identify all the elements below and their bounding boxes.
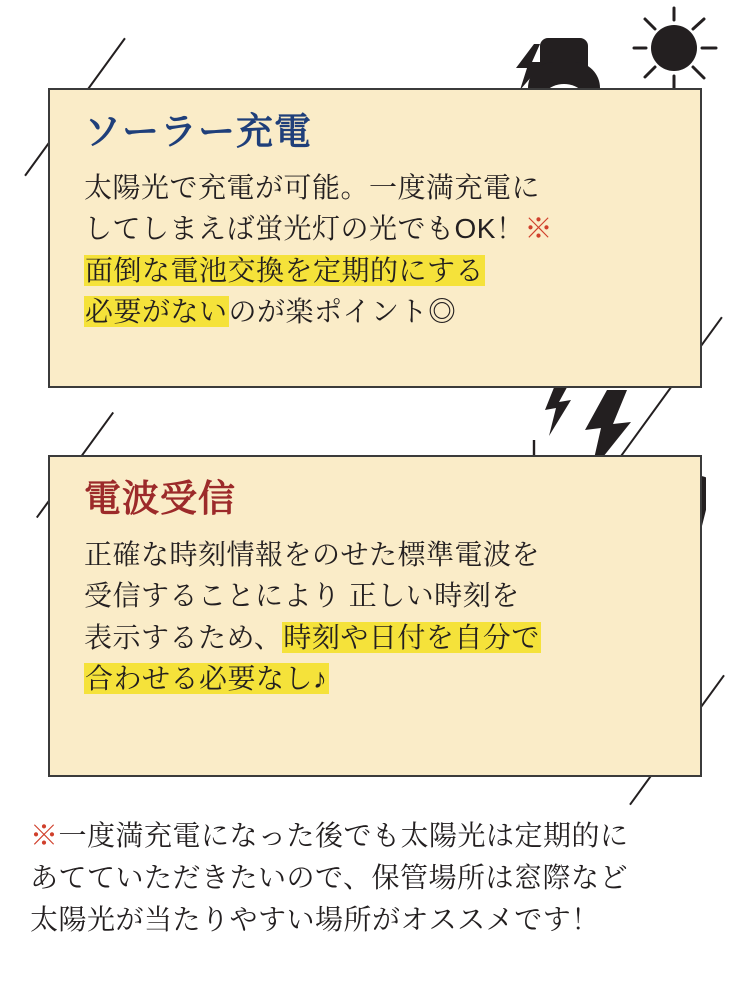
asterisk-mark: ※ — [30, 820, 59, 851]
asterisk-mark: ※ — [524, 213, 553, 245]
highlighted-text: 合わせる必要なし♪ — [85, 663, 328, 694]
footnote-line — [30, 815, 730, 857]
footnote-line: あてていただきたいので、保管場所は窓際など — [30, 862, 628, 893]
body-line — [84, 534, 674, 575]
panel-radio-heading: 電波受信 — [84, 478, 236, 519]
text-segment: してしまえば蛍光灯の光でもOK！ — [84, 213, 525, 245]
panel-solar-body — [84, 167, 674, 333]
footnote-line: 太陽光が当たりやすい場所がオススメです！ — [30, 904, 600, 935]
panel-radio-body — [84, 534, 674, 700]
highlighted-text: 面倒な電池交換を定期的にする — [85, 254, 485, 286]
body-line — [84, 575, 674, 616]
text-segment: 一度満充電になった後でも太陽光は定期的に — [58, 820, 629, 851]
panel-radio — [48, 455, 702, 777]
body-line — [84, 208, 674, 249]
body-line — [84, 250, 674, 291]
text-segment: 太陽光で充電が可能。一度満充電に — [84, 171, 541, 203]
text-segment: 正確な時刻情報をのせた標準電波を — [84, 538, 541, 570]
panel-solar-heading: ソーラー充電 — [84, 111, 312, 152]
highlighted-text: 必要がない — [85, 296, 228, 327]
text-segment: 受信することにより 正しい時刻を — [84, 580, 520, 612]
body-line — [84, 291, 674, 332]
body-line — [84, 658, 674, 699]
panel-solar — [48, 88, 702, 388]
text-segment: 表示するため、 — [84, 621, 283, 653]
lightning-bolt-icon — [512, 44, 548, 90]
text-segment: のが楽ポイント◎ — [228, 296, 457, 327]
highlighted-text: 時刻や日付を自分で — [283, 621, 540, 653]
footnote — [30, 815, 730, 941]
body-line — [84, 617, 674, 658]
body-line — [84, 167, 674, 208]
